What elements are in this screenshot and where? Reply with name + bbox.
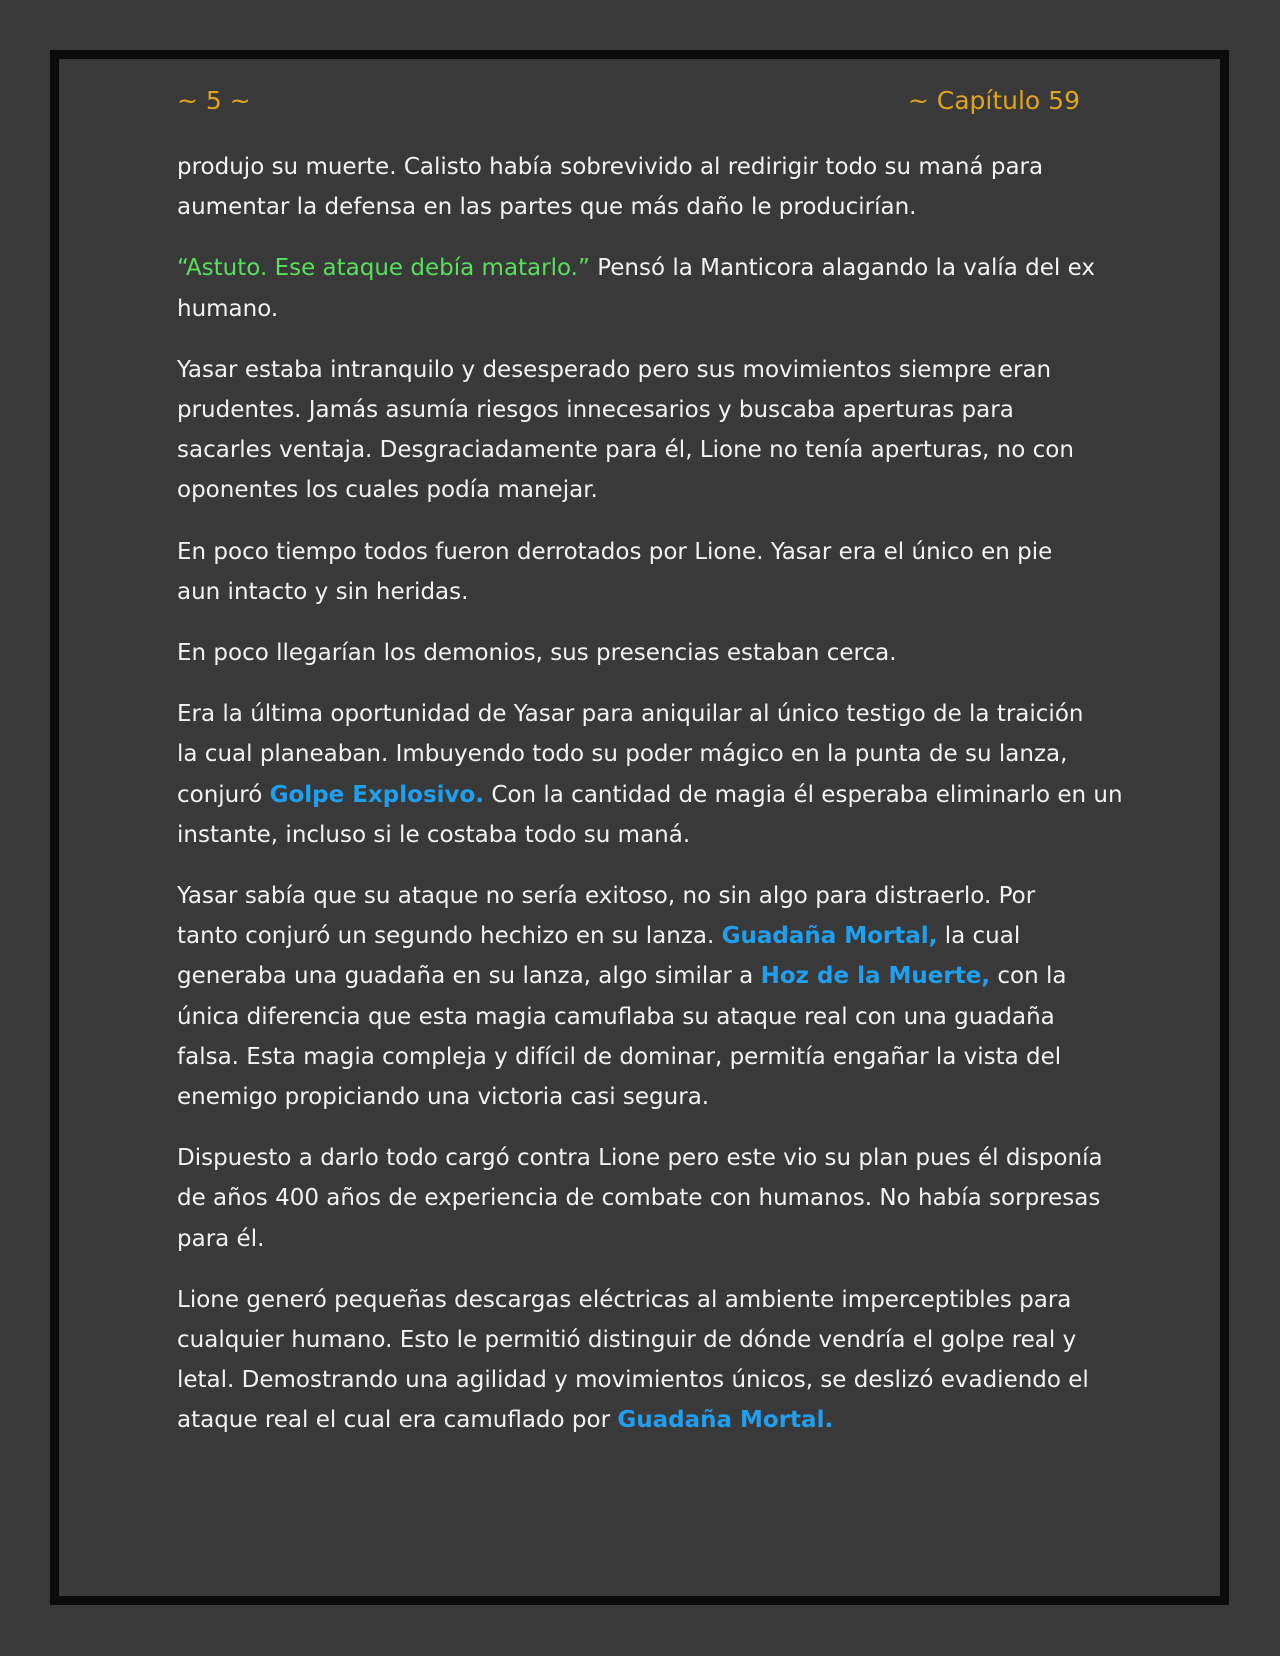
paragraph [177, 147, 1107, 227]
paragraph [177, 633, 1107, 673]
text-line [177, 876, 1107, 916]
narration-text: produjo su muerte. Calisto había sobrevivido al redirigir todo su maná para [177, 154, 1044, 180]
text-line [177, 187, 1107, 227]
narration-text: Dispuesto a darlo todo cargó contra Lione pero este vio su plan pues él disponía [177, 1145, 1103, 1172]
narration-text: de años 400 años de experiencia de combate con humanos. No había sorpresas [177, 1185, 1101, 1212]
narration-text: Era la última oportunidad de Yasar para aniquilar al único testigo de la traición [177, 701, 1084, 728]
spell-name: Hoz de la Muerte, [760, 963, 991, 990]
text-line [177, 956, 1107, 996]
spell-name: Guadaña Mortal. [617, 1407, 834, 1434]
narration-text: falsa. Esta magia compleja y difícil de dominar, permitía engañar la vista del [177, 1043, 1062, 1070]
text-line [177, 916, 1107, 956]
narration-text: Yasar estaba intranquilo y desesperado pero sus movimientos siempre eran [177, 356, 1052, 383]
narration-text: la cual planeaban. Imbuyendo todo su poder mágico en la punta de su lanza, [177, 741, 1068, 768]
text-line [177, 1219, 1107, 1259]
narration-text: generaba una guadaña en su lanza, algo similar a [177, 963, 761, 990]
page-frame [50, 50, 1229, 1605]
narration-text: con la [990, 963, 1067, 990]
dialogue-text: “Astuto. Ese ataque debía matarlo.” [177, 255, 590, 282]
narration-text: la cual [937, 923, 1021, 950]
text-line [177, 289, 1107, 329]
text-line [177, 734, 1107, 774]
narration-text: Yasar sabía que su ataque no sería exitoso, no sin algo para distraerlo. Por [177, 883, 1036, 910]
text-line [177, 532, 1107, 572]
narration-text: aumentar la defensa en las partes que más daño le producirían. [177, 194, 917, 221]
narration-text: para él. [177, 1225, 265, 1252]
text-line [177, 1138, 1107, 1178]
text-line [177, 390, 1107, 430]
page-number: ~ 5 ~ [177, 86, 251, 115]
text-line [177, 1280, 1107, 1320]
page-header [177, 84, 1080, 118]
text-line [177, 350, 1107, 390]
text-line [177, 470, 1107, 510]
spell-name: Guadaña Mortal, [721, 923, 938, 950]
paragraph [177, 1280, 1107, 1441]
narration-text: En poco tiempo todos fueron derrotados por Lione. Yasar era el único en pie [177, 538, 1053, 565]
narration-text: Pensó la Manticora alagando la valía del ex [589, 255, 1095, 282]
text-line [177, 775, 1123, 815]
text-line [177, 815, 1107, 855]
text-line [177, 1077, 1107, 1117]
narration-text: Con la cantidad de magia él esperaba eliminarlo en un [484, 781, 1123, 808]
narration-text: Lione generó pequeñas descargas eléctricas al ambiente imperceptibles para [177, 1286, 1072, 1313]
narration-text: instante, incluso si le costaba todo su maná. [177, 821, 691, 848]
narration-text: En poco llegarían los demonios, sus presencias estaban cerca. [177, 640, 897, 667]
spell-name: Golpe Explosivo. [269, 781, 485, 808]
narration-text: humano. [177, 295, 279, 322]
text-line [177, 1360, 1107, 1400]
text-line [177, 694, 1107, 734]
paragraph [177, 248, 1107, 328]
text-line [177, 248, 1107, 288]
text-line [177, 147, 1107, 187]
narration-text: cualquier humano. Esto le permitió distinguir de dónde vendría el golpe real y [177, 1327, 1077, 1354]
narration-text: enemigo propiciando una victoria casi segura. [177, 1084, 710, 1111]
paragraph [177, 694, 1123, 855]
narration-text: conjuró [177, 781, 270, 808]
text-line [177, 1178, 1107, 1218]
text-line [177, 1037, 1107, 1077]
chapter-label: ~ Capítulo 59 [907, 86, 1080, 115]
narration-text: ataque real el cual era camuflado por [177, 1407, 618, 1434]
narration-text: letal. Demostrando una agilidad y movimientos únicos, se deslizó evadiendo el [177, 1367, 1089, 1394]
narration-text: oponentes los cuales podía manejar. [177, 477, 598, 504]
narration-text: aun intacto y sin heridas. [177, 578, 469, 605]
text-line [177, 430, 1107, 470]
narration-text: tanto conjuró un segundo hechizo en su lanza. [177, 923, 722, 950]
text-line [177, 1400, 1107, 1440]
text-line [177, 572, 1107, 612]
paragraph [177, 532, 1107, 612]
paragraph [177, 1138, 1107, 1259]
chapter-body [177, 147, 1123, 1462]
paragraph [177, 350, 1107, 511]
text-line [177, 1320, 1107, 1360]
narration-text: sacarles ventaja. Desgraciadamente para él, Lione no tenía aperturas, no con [177, 437, 1074, 464]
text-line [177, 633, 1107, 673]
text-line [177, 997, 1107, 1037]
narration-text: prudentes. Jamás asumía riesgos innecesarios y buscaba aperturas para [177, 397, 1014, 424]
narration-text: única diferencia que esta magia camuflaba su ataque real con una guadaña [177, 1003, 1055, 1030]
paragraph [177, 876, 1107, 1117]
